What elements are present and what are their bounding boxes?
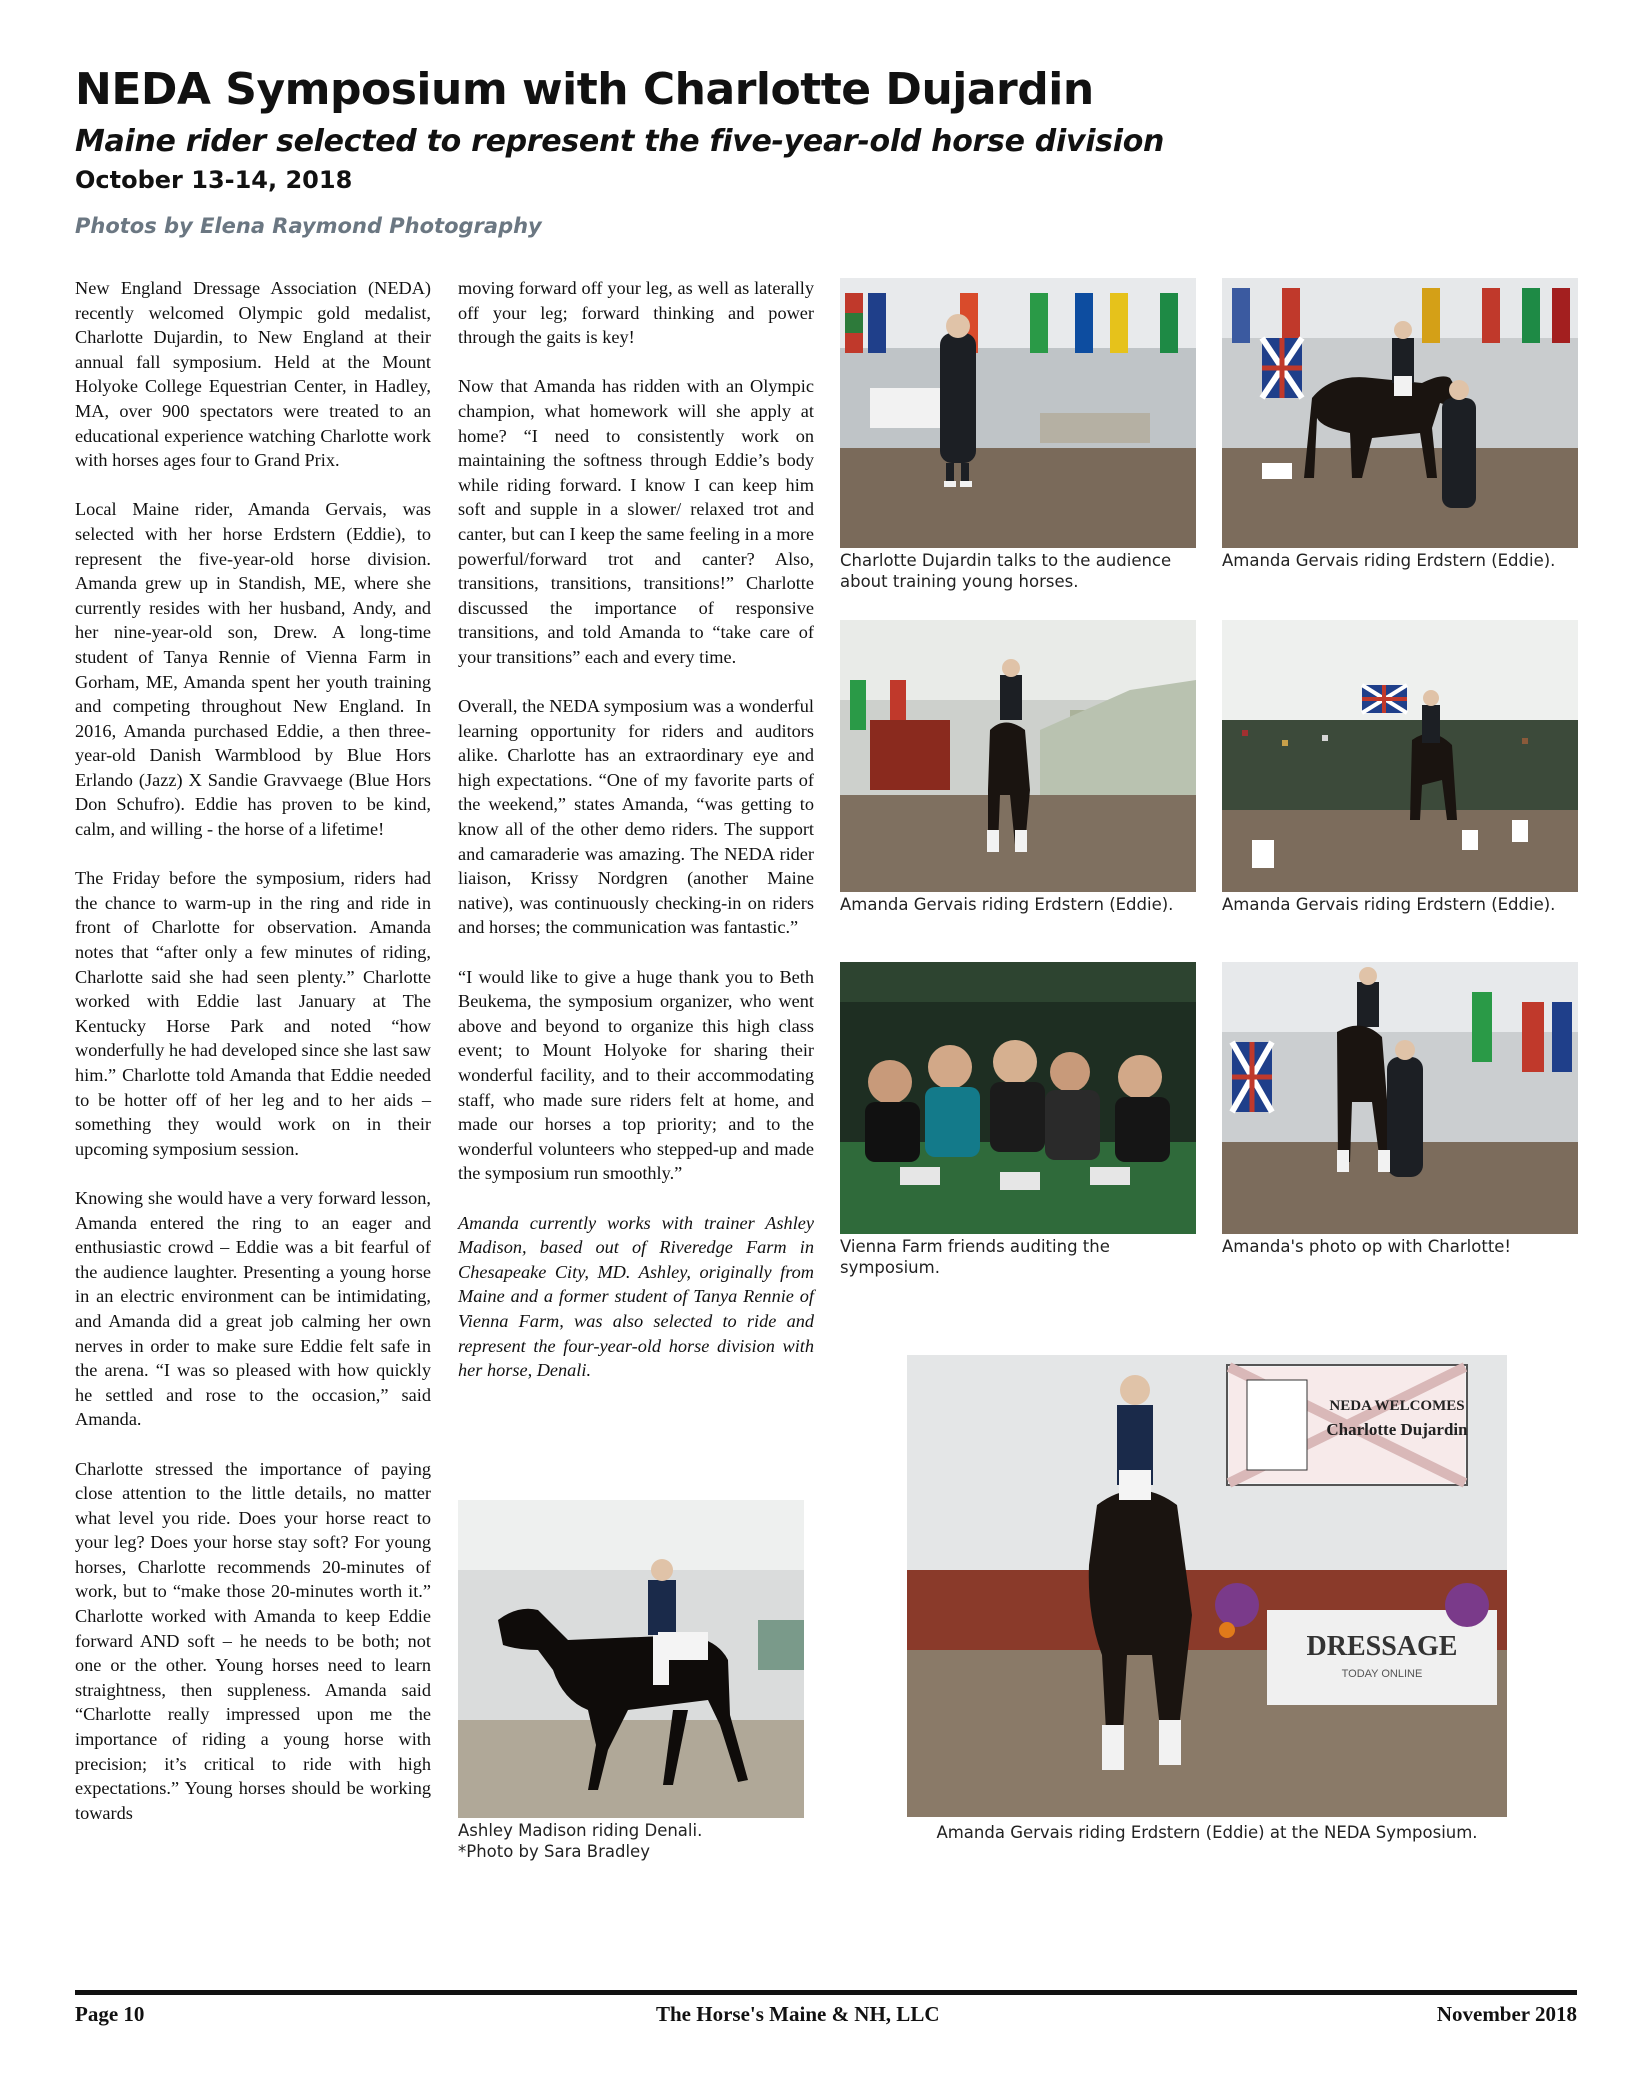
event-date: October 13-14, 2018	[75, 166, 353, 194]
photo-caption: Vienna Farm friends auditing the symposium.	[840, 1237, 1110, 1277]
paragraph: Knowing she would have a very forward lesson, Amanda entered the ring to an eager and enthusiastic crowd – Eddie was a bit fearful of the audience laughter. Presenting a young horse in an electric environment can be intimidating, and Amanda did a great job calming her own nerves in order to make sure Eddie felt safe in the arena. “I was so pleased with how quickly he settled and rose to the occasion,” said Amanda.	[75, 1187, 431, 1430]
paragraph: Overall, the NEDA symposium was a wonderful learning opportunity for riders and auditors alike. Charlotte has an extraordinary eye and high expectations. “One of my favorite parts of the weekend,” states Amanda, “was getting to know all of the other demo riders. The support and camaraderie was amazing. The NEDA rider liaison, Krissy Nordgren (another Maine native), was continuously checking-in on riders and horses; the communication was fantastic.”	[458, 696, 814, 938]
caption-line: Ashley Madison riding Denali.	[458, 1821, 703, 1840]
caption-line: *Photo by Sara Bradley	[458, 1842, 650, 1861]
issue-date: November 2018	[1436, 2002, 1577, 2026]
board-text-2: TODAY ONLINE	[1341, 1668, 1423, 1680]
paragraph: Now that Amanda has ridden with an Olympic champion, what homework will she apply at home? “I need to consistently work on maintaining the softness through Eddie’s body while riding forward. I know I can keep him soft and supple in a slower/ relaxed trot and canter, but can I keep the same feeling in a more powerful/forward trot and canter? Also, transitions, transitions, transitions!” Charlotte discussed the importance of responsive transitions, and told Amanda to “take care of your transitions” each and every time.	[458, 376, 814, 667]
photo-amanda-symposium	[907, 1355, 1507, 1817]
photo-caption: Amanda Gervais riding Erdstern (Eddie).	[840, 895, 1174, 914]
article-subtitle: Maine rider selected to represent the five-year-old horse division	[75, 124, 1165, 159]
photo-caption: Charlotte Dujardin talks to the audience about training young horses.	[840, 551, 1172, 591]
photo-amanda-riding-2	[840, 620, 1196, 892]
page-number: Page 10	[75, 2002, 145, 2026]
paragraph: “I would like to give a huge thank you to Beth Beukema, the symposium organizer, who went above and beyond to organize this high class event; to Mount Holyoke for sharing their wonderful facility, and to their accommodating staff, who made sure riders felt at home, and made our horses a top priority; and to the wonderful volunteers who stepped-up and made the symposium run smoothly.”	[458, 966, 814, 1184]
footer-rule	[75, 1990, 1577, 1995]
photo-amanda-riding-3	[1222, 620, 1578, 892]
publisher-name: The Horse's Maine & NH, LLC	[656, 2002, 940, 2026]
photo-charlotte-talking	[840, 278, 1196, 548]
banner-text-2: Charlotte Dujardin	[1326, 1420, 1468, 1439]
paragraph: Local Maine rider, Amanda Gervais, was selected with her horse Erdstern (Eddie), to represent the five-year-old horse division. Amanda grew up in Standish, ME, where she currently resides with her husband, Andy, and her nine-year-old son, Drew. A long-time student of Tanya Rennie of Vienna Farm in Gorham, ME, Amanda spent her youth training and competing throughout New England. In 2016, Amanda purchased Eddie, a then three-year-old Danish Warmblood by Blue Hors Erlando (Jazz) X Sandie Gravvaege (Blue Hors Don Schufro). Eddie has proven to be kind, calm, and willing - the horse of a lifetime!	[75, 499, 431, 840]
photo-caption: Amanda's photo op with Charlotte!	[1222, 1237, 1512, 1256]
trainer-note: Amanda currently works with trainer Ashley Madison, based out of Riveredge Farm in Chesapeake City, MD. Ashley, originally from Maine and a former student of Tanya Rennie of Vienna Farm, was also selected to ride and represent the four-year-old horse division with her horse, Denali.	[458, 1212, 814, 1381]
article-column-2	[458, 276, 814, 1407]
paragraph: moving forward off your leg, as well as laterally off your leg; forward thinking and power through the gaits is key!	[458, 278, 814, 348]
photo-caption: Amanda Gervais riding Erdstern (Eddie).	[1222, 551, 1556, 570]
photo-credit: Photos by Elena Raymond Photography	[75, 214, 542, 238]
photo-caption	[458, 1820, 804, 1862]
photo-vienna-farm-friends	[840, 962, 1196, 1234]
photo-caption: Amanda Gervais riding Erdstern (Eddie) at the NEDA Symposium.	[936, 1823, 1478, 1842]
article-title: NEDA Symposium with Charlotte Dujardin	[75, 64, 1094, 115]
paragraph: Charlotte stressed the importance of paying close attention to the little details, no matter what level you ride. Does your horse react to your leg? Does your horse stay soft? For young horses, Charlotte recommends 20-minutes of work, but to “make those 20-minutes worth it.” Charlotte worked with Amanda to keep Eddie forward AND soft – he needs to be both; not one or the other. Young horses need to learn straightness, then suppleness. Amanda said “Charlotte really impressed upon me the importance of riding a young horse with precision; it’s critical to ride with high expectations.” Young horses should be working towards	[75, 1458, 431, 1823]
banner-text-1: NEDA WELCOMES	[1329, 1398, 1465, 1414]
photo-amanda-with-charlotte	[1222, 962, 1578, 1234]
paragraph: New England Dressage Association (NEDA) recently welcomed Olympic gold medalist, Charlotte Dujardin, to New England at their annual fall symposium. Held at the Mount Holyoke College Equestrian Center, in Hadley, MA, over 900 spectators were treated to an educational experience watching Charlotte work with horses ages four to Grand Prix.	[75, 278, 431, 471]
paragraph: The Friday before the symposium, riders had the chance to warm-up in the ring and ride in front of Charlotte for observation. Amanda notes that “after only a few minutes of riding, Charlotte said she had seen plenty.” Charlotte worked with Eddie last January at The Kentucky Horse Park and noted “how wonderfully he had developed since she last saw him.” Charlotte told Amanda that Eddie needed to be hotter off of her leg and to her aids – something they would work on in their upcoming symposium session.	[75, 868, 431, 1159]
photo-caption: Amanda Gervais riding Erdstern (Eddie).	[1222, 895, 1556, 914]
photo-ashley-denali	[458, 1500, 804, 1818]
photo-amanda-riding-1	[1222, 278, 1578, 548]
article-column-1	[75, 276, 431, 1850]
board-text-1: DRESSAGE	[1306, 1631, 1458, 1662]
